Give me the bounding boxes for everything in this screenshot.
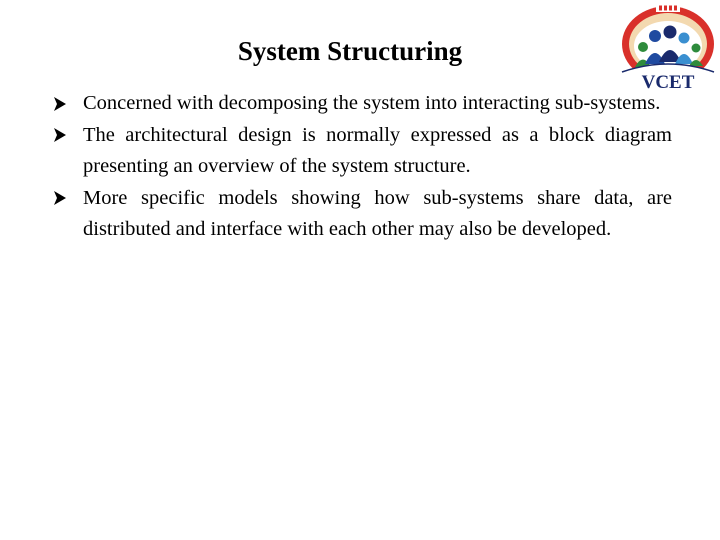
arrow-bullet-icon [52,88,70,119]
arrow-bullet-icon [52,183,70,214]
bullet-text: More specific models showing how sub-systems share data, are distributed and interface with each other may also be developed. [83,186,672,240]
bullet-text: Concerned with decomposing the system into interacting sub-systems. [83,92,661,114]
bullet-list [52,88,672,246]
bullet-item [52,120,672,183]
vcet-logo [618,2,718,94]
logo-text: VCET [641,72,695,93]
bullet-text: The architectural design is normally expressed as a block diagram presenting an overview of the system structure. [83,123,672,177]
arrow-bullet-icon [52,120,70,151]
slide-title: System Structuring [237,36,463,66]
bullet-item [52,88,672,120]
bullet-item [52,183,672,246]
